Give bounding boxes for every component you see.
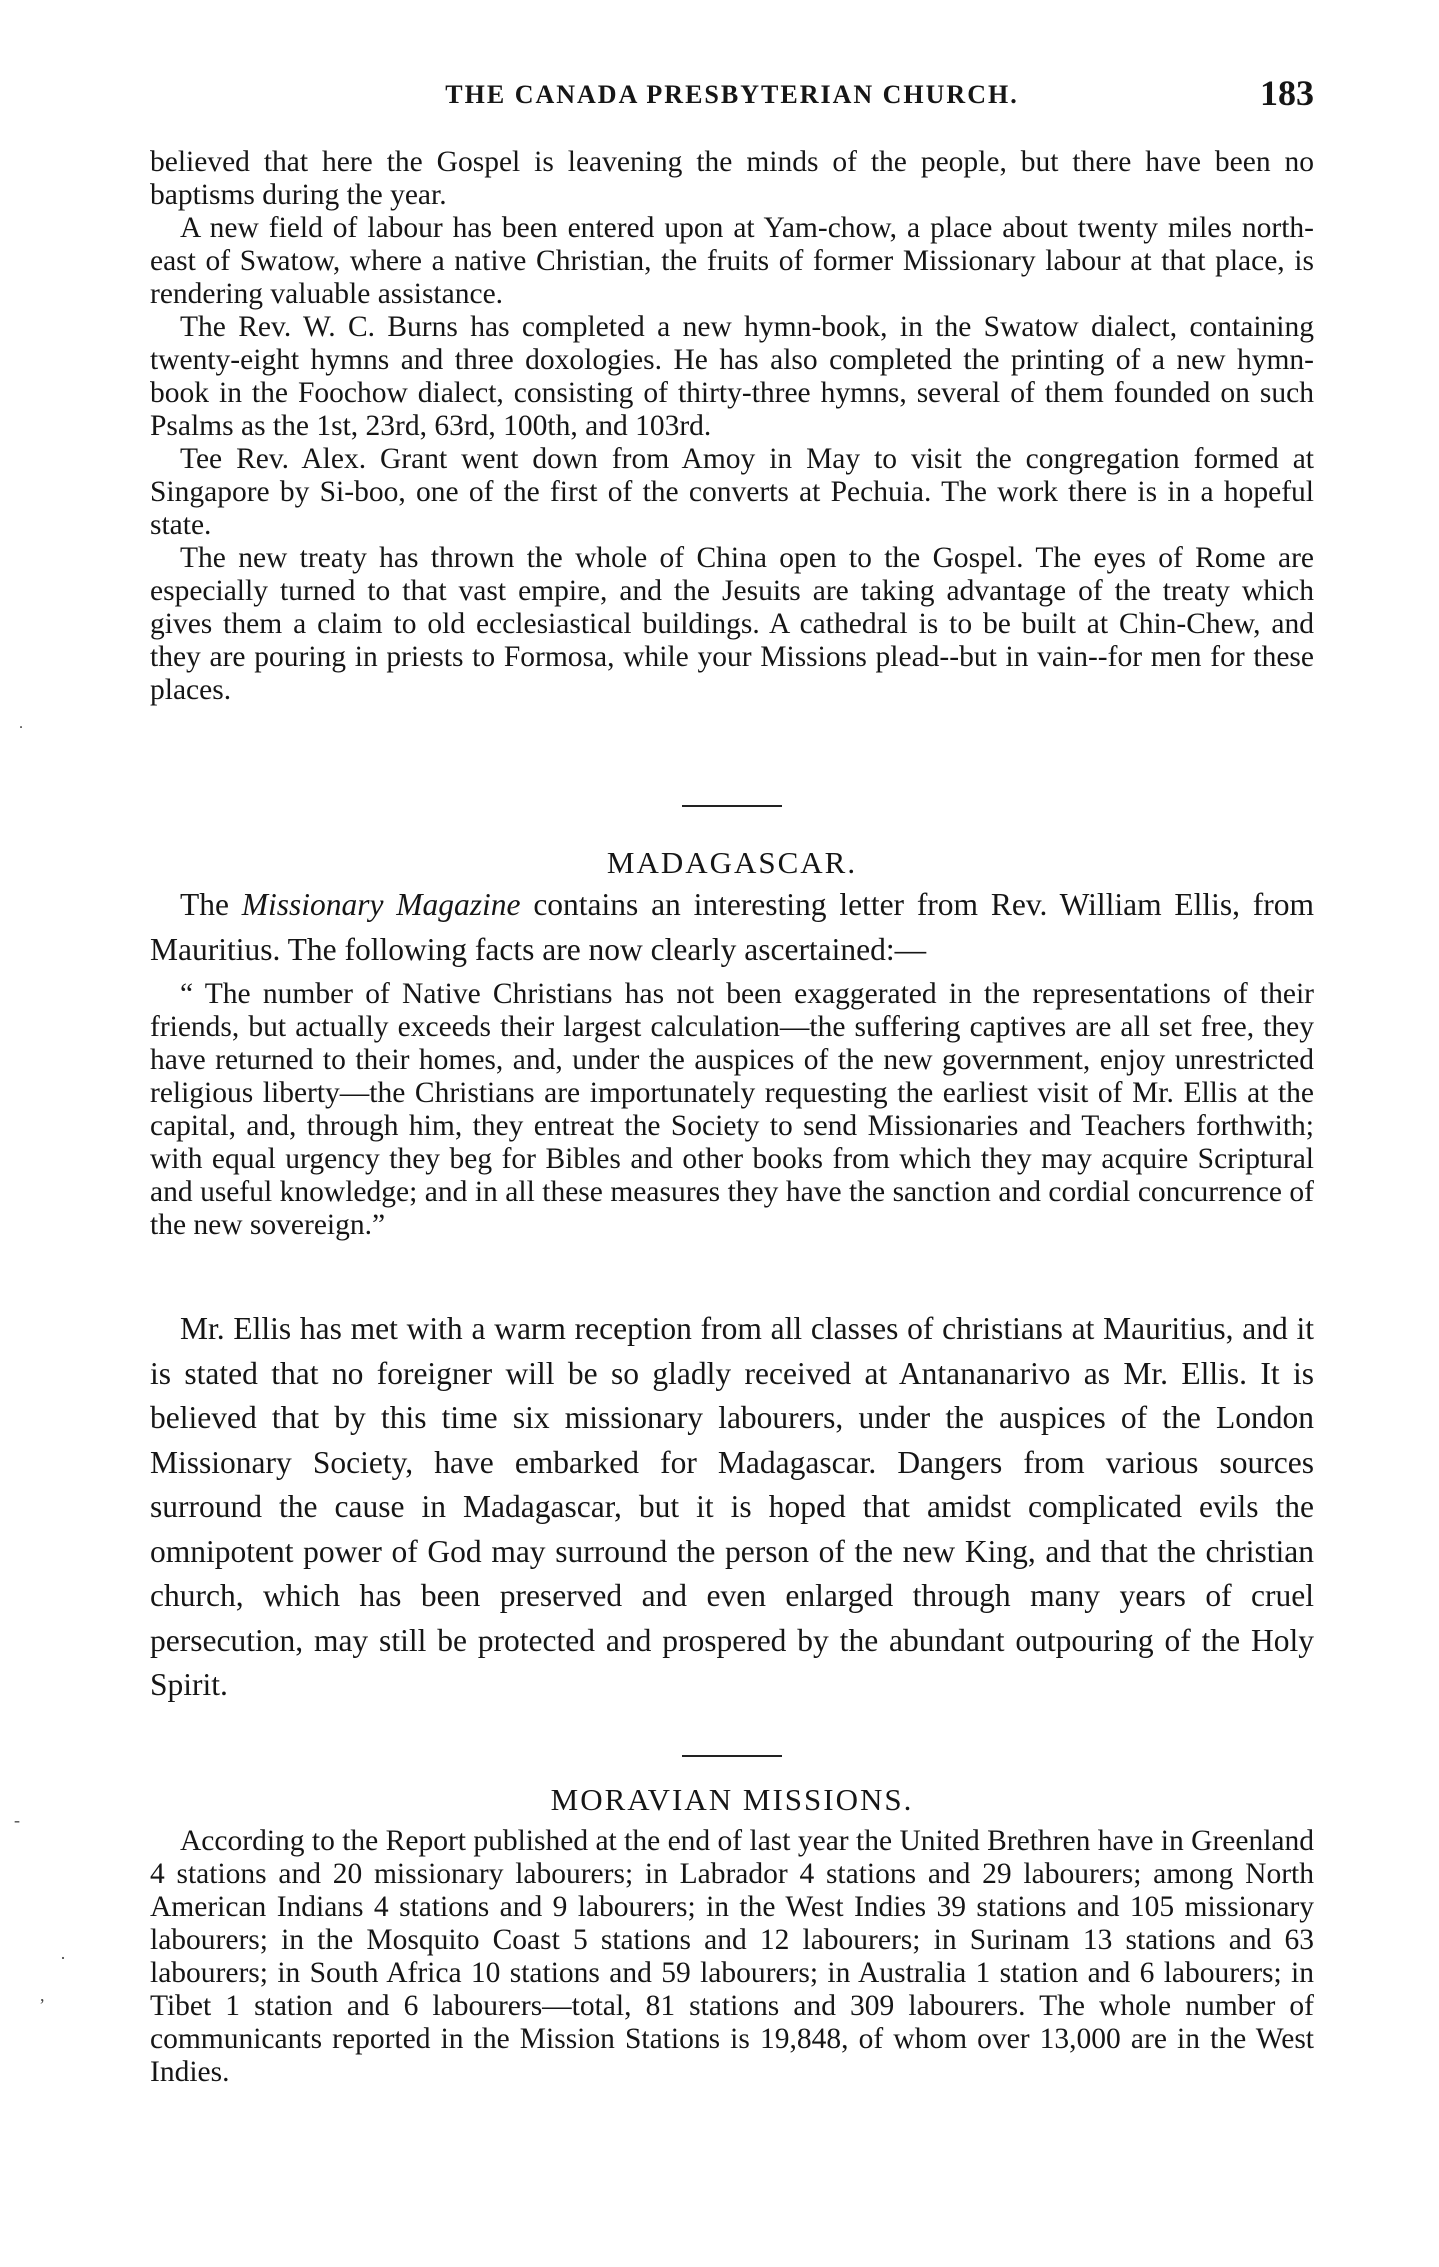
madagascar-quote bbox=[150, 978, 1314, 1242]
intro-prefix: The bbox=[180, 887, 242, 922]
china-paragraph: The Rev. W. C. Burns has completed a new hymn-book, in the Swatow dialect, containing twenty-eight hymns and three doxologies. He has also completed the printing of a new hymn-book in the Foochow dialect, consisting of thirty-three hymns, several of them founded on such Psalms as the 1st, 23rd, 63rd, 100th, and 103rd. bbox=[150, 311, 1314, 442]
running-title: THE CANADA PRESBYTERIAN CHURCH. bbox=[445, 80, 1019, 109]
china-paragraph: The new treaty has thrown the whole of China open to the Gospel. The eyes of Rome are especially turned to that vast empire, and the Jesuits are taking advantage of the treaty which gives them a claim to old ecclesiastical buildings. A cathedral is to be built at Chin-Chew, and they are pouring in priests to Formosa, while your Missions plead--but in vain--for men for these places. bbox=[150, 542, 1314, 706]
section-divider bbox=[682, 805, 782, 807]
china-paragraph: believed that here the Gospel is leavening the minds of the people, but there have been no baptisms during the year. bbox=[150, 146, 1314, 211]
moravian-paragraph: According to the Report published at the end of last year the United Brethren have in Greenland 4 stations and 20 missionary labourers; in Labrador 4 stations and 29 labourers; among North American Indians 4 stations and 9 labourers; in the West Indies 39 stations and 105 missionary labourers; in the Mosquito Coast 5 stations and 12 labourers; in Surinam 13 stations and 63 labourers; in South Africa 10 stations and 59 labourers; in Australia 1 station and 6 labourers; in Tibet 1 station and 6 labourers—total, 81 stations and 309 labourers. The whole number of communicants reported in the Mission Stations is 19,848, of whom over 13,000 are in the West Indies. bbox=[150, 1825, 1314, 2088]
page-header bbox=[150, 72, 1314, 116]
margin-speck: - bbox=[14, 1810, 20, 1830]
moravian-heading: MORAVIAN MISSIONS. bbox=[550, 1782, 914, 1817]
china-section bbox=[150, 146, 1314, 707]
page-number: 183 bbox=[1260, 73, 1314, 113]
margin-speck: · bbox=[60, 1948, 66, 1968]
madagascar-closing-paragraph: Mr. Ellis has met with a warm reception from all classes of christians at Mauritius, and it is stated that no foreigner will be so gladly received at Antananarivo as Mr. Ellis. It is believed that by this time six missionary labourers, under the auspices of the London Missionary Society, have embarked for Madagascar. Dangers from various sources surround the cause in Madagascar, but it is hoped that amidst complicated evils the omnipotent power of God may surround the person of the new King, and that the christian church, which has been preserved and even enlarged through many years of cruel persecution, may still be protected and prospered by the abundant outpouring of the Holy Spirit. bbox=[150, 1311, 1314, 1702]
madagascar-intro bbox=[150, 883, 1314, 972]
madagascar-intro-paragraph bbox=[150, 883, 1314, 972]
margin-speck: ˙ bbox=[18, 722, 24, 742]
madagascar-closing bbox=[150, 1307, 1314, 1708]
china-paragraph: A new field of labour has been entered upon at Yam-chow, a place about twenty miles north-east of Swatow, where a native Christian, the fruits of former Missionary labour at that place, is rendering valuable assistance. bbox=[150, 212, 1314, 310]
intro-suffix: contains an interesting letter from Rev. William Ellis, from Mauritius. The following facts are now clearly ascertained:— bbox=[150, 887, 1314, 967]
china-paragraph: Tee Rev. Alex. Grant went down from Amoy in May to visit the congregation formed at Singapore by Si-boo, one of the first of the converts at Pechuia. The work there is in a hopeful state. bbox=[150, 443, 1314, 541]
madagascar-heading: MADAGASCAR. bbox=[606, 845, 858, 880]
section-divider bbox=[682, 1755, 782, 1757]
moravian-section bbox=[150, 1825, 1314, 2089]
margin-speck: , bbox=[40, 1985, 45, 2005]
magazine-title: Missionary Magazine bbox=[241, 887, 521, 922]
quoted-letter: “ The number of Native Christians has not been exaggerated in the representations of their friends, but actually exceeds their largest calculation—the suffering captives are all set free, they have returned to their homes, and, under the auspices of the new government, enjoy unrestricted religious liberty—the Christians are importunately requesting the earliest visit of Mr. Ellis at the capital, and, through him, they entreat the Society to send Missionaries and Teachers forthwith; with equal urgency they beg for Bibles and other books from which they may acquire Scriptural and useful knowledge; and in all these measures they have the sanction and cordial concurrence of the new sovereign.” bbox=[150, 978, 1314, 1241]
document-page bbox=[150, 0, 1314, 2267]
